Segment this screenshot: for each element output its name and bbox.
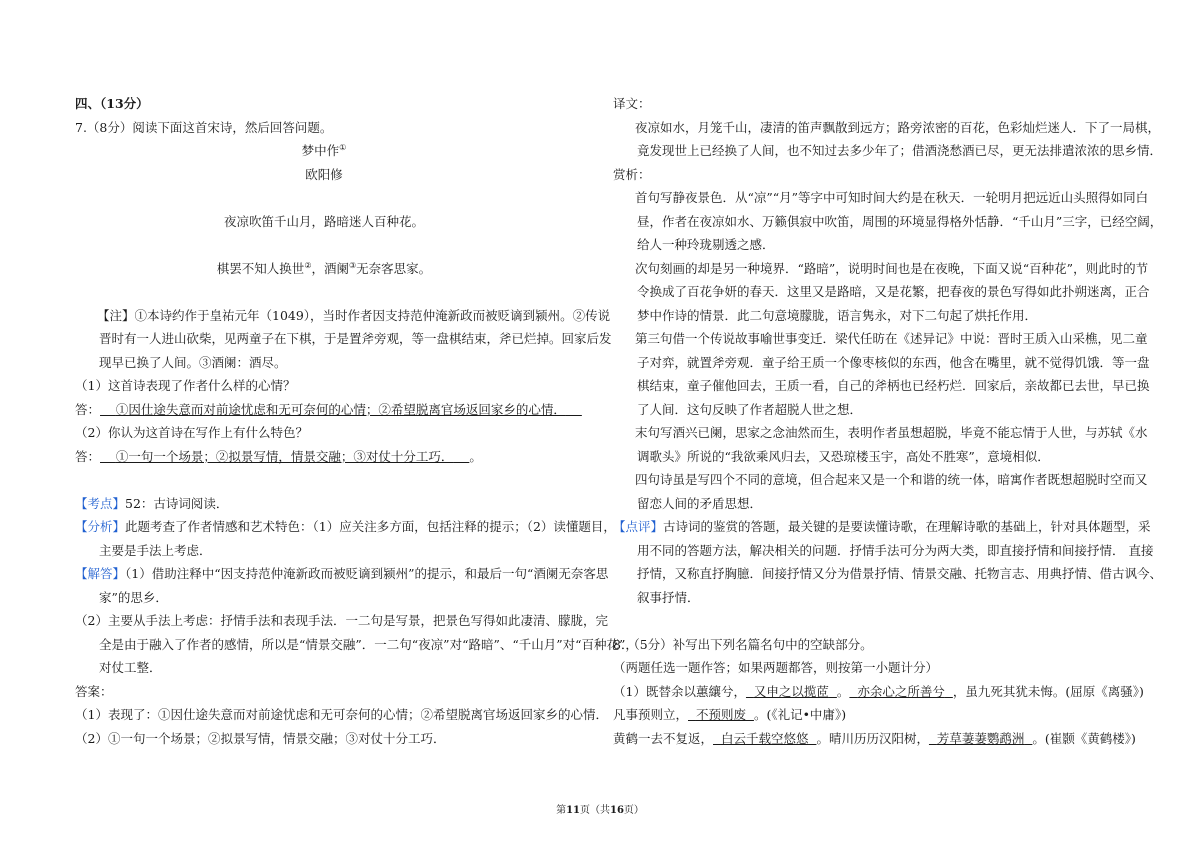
jieda-tag: 【解答】 <box>75 566 126 581</box>
answer-line-1: （1）表现了：①因仕途失意而对前途忧虑和无可奈何的心情；②希望脱离官场返回家乡的心情． <box>75 707 608 722</box>
dianping-line-2: 用不同的答题方法，解决相关的问题．抒情手法可分为两大类，即直接抒情和间接抒情． 直接 <box>637 542 1154 558</box>
sub-question-1: （1）这首诗表现了作者什么样的心情？ <box>75 378 296 393</box>
appreciation-p1-2: 昼，作者在夜凉如水、万籁俱寂中吹笛，周围的环境显得格外恬静．“千山月”三字，已经空阔， <box>637 213 1163 229</box>
appreciation-p2-3: 梦中作诗的情景．此二句意境朦胧，语言隽永，对下二句起了烘托作用． <box>637 307 1038 323</box>
q8-l2-a: 凡事预则立， <box>613 707 689 722</box>
kaodian-text: 52：古诗词阅读． <box>125 495 229 511</box>
sub-question-2: （2）你认为这首诗在写作上有什么特色？ <box>75 425 308 440</box>
answer-label: 答： <box>75 401 101 417</box>
q8-blank-2 <box>849 684 952 699</box>
kaodian-tag: 【考点】 <box>75 495 126 511</box>
q8-l1-c: ，虽九死其犹未悔。(屈原《离骚》) <box>952 683 1144 699</box>
answer-text <box>100 449 469 464</box>
appreciation-p5-1: 四句诗虽是写四个不同的意境，但合起来又是一个和谐的统一体，暗寓作者既想超脱时空而又 <box>635 472 1148 487</box>
jieda-line-3: （2）主要从手法上考虑：抒情手法和表现手法．一二句是写景，把景色写得如此凄清、朦胧，完 <box>75 613 608 628</box>
jieda-line-1 <box>75 562 609 586</box>
footer-p2: 页（共 <box>580 805 610 816</box>
appreciation-p4-1: 末句写酒兴已阑，思家之念油然而生，表明作者虽想超脱，毕竟不能忘情于人世，与苏轼《水 <box>635 425 1148 440</box>
appreciation-p3-1: 第三句借一个传说故事喻世事变迁．梁代任昉在《述异记》中说：晋时王质入山采樵，见二童 <box>635 331 1148 346</box>
q8-l1-a: （1）既替余以蕙纕兮， <box>613 683 746 699</box>
q8-blank-4 <box>713 731 816 746</box>
appreciation-p2-1: 次句刻画的却是另一种境界．“路暗”，说明时间也是在夜晚，下面又说“百种花”，则此时的节 <box>635 260 1149 276</box>
answer-text-value: ①因仕途失意而对前途忧虑和无可奈何的心情；②希望脱离官场返回家乡的心情． <box>115 401 566 417</box>
sub-answer-1 <box>75 398 573 422</box>
sub-answer-2 <box>75 445 573 469</box>
dianping-tag: 【点评】 <box>613 519 664 534</box>
question-8-stem: 8．（5分）补写出下列名篇名句中的空缺部分。 <box>613 636 873 652</box>
q8-blank-3 <box>688 707 754 722</box>
answer-text-value: ①一句一个场景；②拟景写情，情景交融；③对仗十分工巧． <box>115 448 454 464</box>
question-8-line-3 <box>613 727 1136 751</box>
appreciation-p4-2: 调歌头》所说的“我欲乘风归去，又恐琼楼玉宇，高处不胜寒”，意境相似． <box>637 448 1050 464</box>
poem-author: 欧阳修 <box>305 166 343 182</box>
footer-p3: 页） <box>623 805 644 816</box>
translation-label: 译文： <box>613 96 651 111</box>
poem-title-text: 梦中作 <box>301 143 340 158</box>
q8-l3-mid: 。晴川历历汉阳树， <box>816 730 929 746</box>
answer-line-2: （2）①一句一个场景；②拟景写情，情景交融；③对仗十分工巧． <box>75 730 446 746</box>
appreciation-label: 赏析： <box>613 166 651 182</box>
footer-page: 11 <box>566 805 580 816</box>
fenxi-tag: 【分析】 <box>75 519 126 534</box>
spacer <box>75 233 573 257</box>
jieda-line-4: 全是由于融入了作者的感情，所以是“情景交融”．一二句“夜凉”对“路暗”、“千山月”对“百种花”， <box>99 636 638 652</box>
appreciation-p3-3: 棋结束，童子催他回去，王质一看，自己的斧柄也已经朽烂．回家后，亲故都已去世，早已换 <box>637 378 1150 393</box>
question-8-line-1 <box>613 680 1144 704</box>
appreciation-p3-2: 子对弈，就置斧旁观．童子给王质一个像枣核似的东西，他含在嘴里，就不觉得饥饿．等一盘 <box>637 354 1150 370</box>
fenxi-text-1: 此题考查了作者情感和艺术特色：（1）应关注多方面，包括注释的提示；（2）读懂题目， <box>125 519 616 534</box>
spacer <box>613 609 1128 633</box>
notes-line-2: 晋时有一人进山砍柴，见两童子在下棋，于是置斧旁观，等一盘棋结束，斧已烂掉。回家后发 <box>99 331 612 346</box>
q8-blank-1-text: 又申之以揽茝 <box>753 683 829 699</box>
question-7-stem: 7.（8分）阅读下面这首宋诗，然后回答问题。 <box>75 119 333 135</box>
poem-line-2-b: ，酒阑 <box>311 260 349 276</box>
answer-tail: 。 <box>469 448 482 464</box>
appreciation-p3-4: 了人间．这句反映了作者超脱人世之想． <box>637 401 863 417</box>
q8-blank-3-text: 不预则废 <box>695 707 746 722</box>
notes-line-3: 现早已换了人间。③酒阑：酒尽。 <box>99 354 287 370</box>
spacer <box>75 280 573 304</box>
fenxi-line-1 <box>75 515 616 539</box>
appreciation-p2-2: 令换成了百花争妍的春天．这里又是路暗，又是花繁，把春夜的景色写得如此扑朔迷离，正合 <box>637 284 1150 299</box>
q8-l3-a: 黄鹤一去不复返， <box>613 730 714 746</box>
footer-p1: 第 <box>556 805 567 816</box>
q8-l3-c: 。(崔颢《黄鹤楼》) <box>1032 730 1136 746</box>
kaodian-line <box>75 492 573 516</box>
q8-blank-2-text: 亦余心之所善兮 <box>857 683 945 699</box>
jieda-line-5: 对仗工整． <box>99 660 162 675</box>
dianping-line-3: 抒情，又称直抒胸臆．间接抒情又分为借景抒情、情景交融、托物言志、用典抒情、借古讽今、 <box>637 566 1163 581</box>
poem-line-2 <box>75 257 573 281</box>
appreciation-p1-1: 首句写静夜景色．从“凉”“月”等字中可知时间大约是在秋天．一轮明月把远近山头照得如同白 <box>635 190 1149 205</box>
answer-text <box>100 402 582 417</box>
poem-title <box>75 139 573 163</box>
translation-line-1: 夜凉如水，月笼千山，凄清的笛声飘散到远方；路旁浓密的百花，色彩灿烂迷人．下了一局棋， <box>635 119 1161 135</box>
spacer <box>75 186 573 210</box>
poem-line-2-c: 无奈客思家。 <box>356 260 432 276</box>
answer-label: 答： <box>75 448 101 464</box>
jieda-line-2: 家”的思乡． <box>99 589 168 605</box>
dianping-line-1 <box>613 515 1151 539</box>
spacer <box>75 468 573 492</box>
page-footer <box>0 801 1200 816</box>
fenxi-line-2: 主要是手法上考虑． <box>99 542 212 558</box>
q8-blank-5 <box>929 731 1032 746</box>
poem-line-1: 夜凉吹笛千山月，路暗迷人百种花。 <box>223 213 424 229</box>
q8-l2-c: 。(《礼记•中庸》) <box>753 707 847 722</box>
answer-heading: 答案： <box>75 683 113 699</box>
poem-title-note: ① <box>339 142 347 152</box>
q8-blank-4-text: 白云千载空悠悠 <box>720 730 809 746</box>
q8-l1-mid: 。 <box>836 683 850 699</box>
jieda-text-1: （1）借助注释中“因支持范仲淹新政而被贬谪到颍州”的提示，和最后一句“酒阑无奈客思 <box>125 566 609 581</box>
right-column <box>613 92 1163 750</box>
question-8-line-2 <box>613 703 1128 727</box>
poem-note-ref-3: ③ <box>349 260 357 270</box>
appreciation-p1-3: 给人一种玲珑剔透之感． <box>637 237 775 252</box>
appreciation-p5-2: 留恋人间的矛盾思想． <box>637 495 763 511</box>
translation-line-2: 竟发现世上已经换了人间，也不知过去多少年了；借酒浇愁酒已尽，更无法排遣浓浓的思乡情． <box>637 143 1163 158</box>
dianping-text-1: 古诗词的鉴赏的答题，最关键的是要读懂诗歌，在理解诗歌的基础上，针对具体题型，采 <box>663 519 1151 534</box>
footer-total: 16 <box>610 805 624 816</box>
notes-line-1: 【注】①本诗约作于皇祐元年（1049），当时作者因支持范仲淹新政而被贬谪到颍州。②传说 <box>97 307 611 323</box>
q8-blank-1 <box>746 684 837 699</box>
poem-note-ref-2: ② <box>304 260 312 270</box>
section-header: 四、（13分） <box>75 96 149 111</box>
q8-blank-5-text: 芳草萋萋鹦鹉洲 <box>936 730 1025 746</box>
dianping-line-4: 叙事抒情． <box>637 589 700 605</box>
question-8-note: （两题任选一题作答；如果两题都答，则按第一小题计分） <box>613 660 939 675</box>
poem-line-2-a: 棋罢不知人换世 <box>216 260 305 276</box>
